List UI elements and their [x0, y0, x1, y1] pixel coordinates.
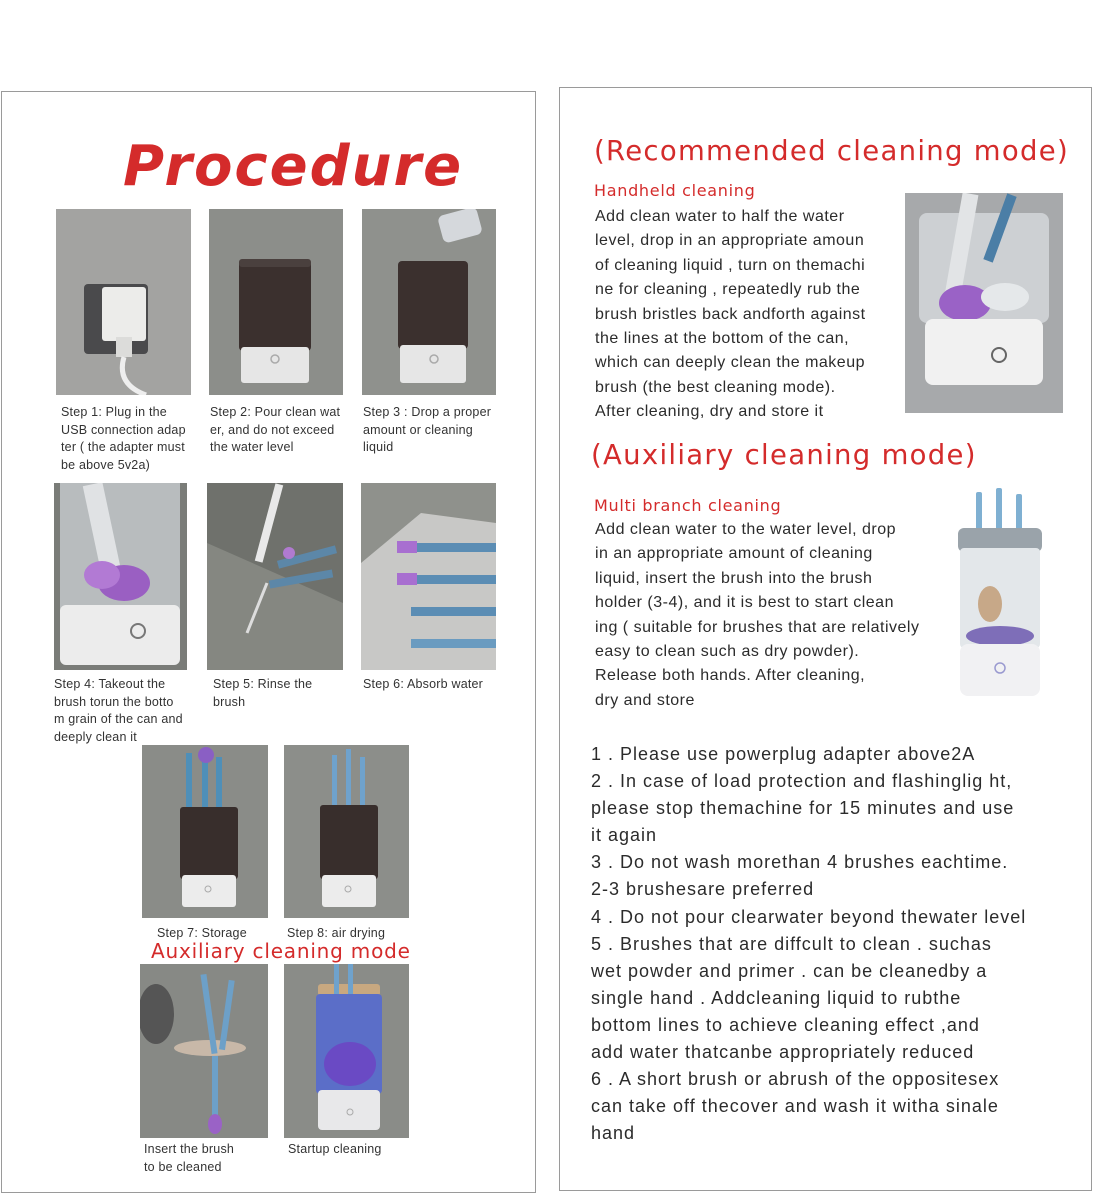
step-1-caption: Step 1: Plug in the USB connection adap ter ( the adapter must be above 5v2a) [61, 405, 186, 472]
handheld-description: Add clean water to half the water level, drop in an appropriate amoun of cleaning liquid , turn on themachi ne for cleaning , repeatedly rub the brush bristles back andforth against the lines at the bottom of the can, which can deeply clean the makeup brush (the best cleaning mode). After cleaning, dry and store it [595, 208, 866, 421]
step-4-photo [54, 483, 187, 670]
aux-insert-photo [140, 964, 268, 1138]
note-6: 6 . A short brush or abrush of the oppositesex can take off thecover and wash it witha sinale hand [591, 1069, 1000, 1144]
note-3: 3 . Do not wash morethan 4 brushes eachtime. 2-3 brushesare preferred [591, 852, 1009, 900]
step-7-photo [142, 745, 268, 918]
usage-notes [591, 741, 1071, 1147]
step-1-photo [56, 209, 191, 395]
multi-branch-subtitle: Multi branch cleaning [594, 496, 782, 515]
step-3-photo [362, 209, 496, 395]
multi-branch-description: Add clean water to the water level, drop in an appropriate amount of cleaning liquid, insert the brush into the brush holder (3-4), and it is best to start clean ing ( suitable for brushes that are relatively easy to clean such as dry powder). Release both hands. After cleaning, dry and store [595, 521, 920, 709]
note-4: 4 . Do not pour clearwater beyond thewater level [591, 906, 1027, 927]
step-6-photo [361, 483, 496, 670]
step-5-caption: Step 5: Rinse the brush [213, 677, 313, 709]
step-4-caption: Step 4: Takeout the brush torun the botto m grain of the can and deeply clean it [54, 677, 183, 744]
handheld-photo [905, 193, 1063, 413]
handheld-subtitle: Handheld cleaning [594, 181, 756, 200]
aux-insert-caption: Insert the brush to be cleaned [144, 1142, 235, 1174]
auxiliary-mode-title: Auxiliary cleaning mode [151, 939, 411, 963]
note-5: 5 . Brushes that are diffcult to clean . suchas wet powder and primer . can be cleanedby a single hand . Addcleaning liquid to rubthe bottom lines to achieve cleaning effect ,and add water thatcanbe appropriately reduced [591, 933, 992, 1063]
step-8-photo [284, 745, 409, 918]
step-6-caption: Step 6: Absorb water [363, 677, 484, 691]
auxiliary-mode-heading: (Auxiliary cleaning mode) [591, 439, 977, 471]
note-1: 1 . Please use powerplug adapter above2A [591, 744, 976, 764]
aux-startup-caption: Startup cleaning [288, 1142, 382, 1156]
recommended-mode-title: (Recommended cleaning mode) [594, 135, 1070, 167]
step-2-photo [209, 209, 343, 395]
note-2: 2 . In case of load protection and flashinglig ht, please stop themachine for 15 minutes and use it again [591, 771, 1015, 846]
step-5-photo [207, 483, 343, 670]
multi-branch-photo [950, 488, 1050, 702]
step-8-caption: Step 8: air drying [287, 926, 386, 940]
procedure-title: Procedure [123, 134, 464, 199]
step-3-caption: Step 3 : Drop a proper amount or cleaning liquid [363, 405, 492, 454]
aux-startup-photo [284, 964, 409, 1138]
step-2-caption: Step 2: Pour clean wat er, and do not exceed the water level [210, 405, 341, 454]
step-7-caption: Step 7: Storage [157, 926, 247, 940]
